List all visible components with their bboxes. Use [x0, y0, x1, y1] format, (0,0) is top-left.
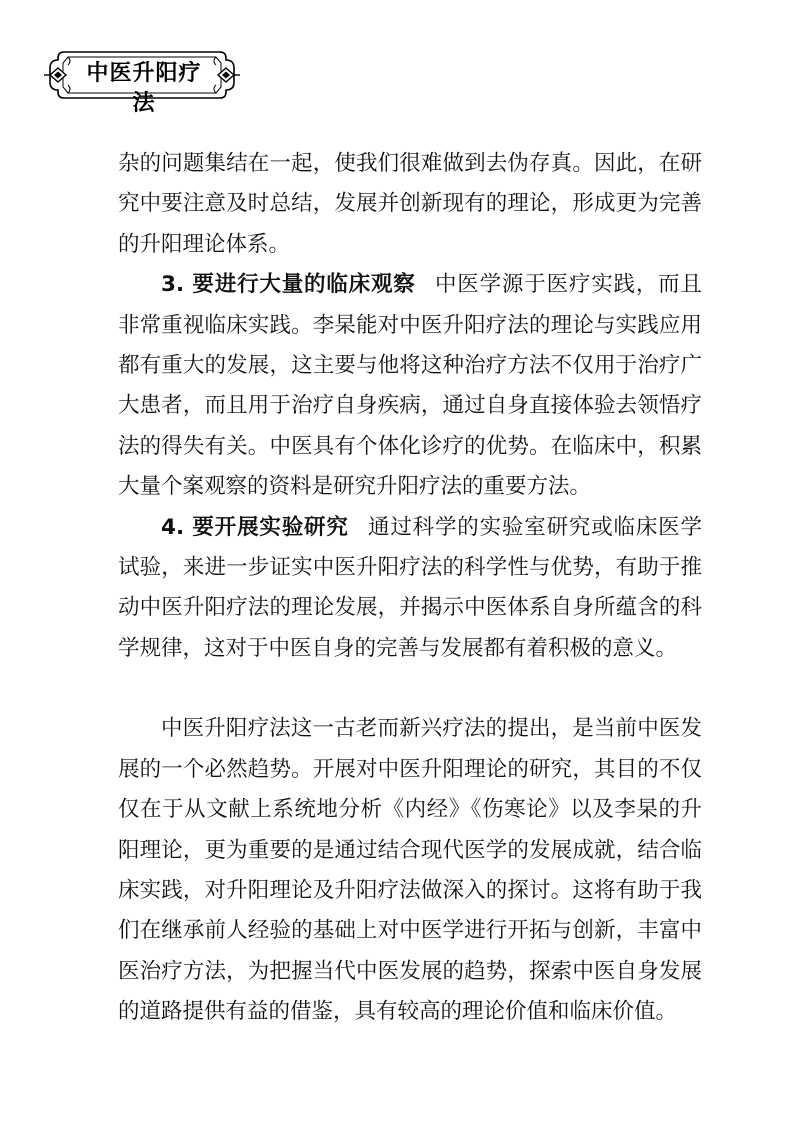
intro-paragraph: 杂的问题集结在一起，使我们很难做到去伪存真。因此，在研究中要注意及时总结，发展并创新现有的理论，形成更为完善的升阳理论体系。: [118, 151, 702, 257]
conclusion-paragraph: 中医升阳疗法这一古老而新兴疗法的提出，是当前中医发展的一个必然趋势。开展对中医升阳理论的研究，其目的不仅仅在于从文献上系统地分析《内经》《伤寒论》以及李杲的升阳理论，更为重要的是通过结合现代医学的发展成就，结合临床实践，对升阳理论及升阳疗法做深入的探讨。这将有助于我们在继承前人经验的基础上对中医学进行开拓与创新，丰富中医治疗方法，为把握当代中医发展的趋势，探索中医自身发展的道路提供有益的借鉴，具有较高的理论价值和临床价值。: [118, 716, 702, 1025]
section-spacer: [118, 669, 702, 709]
point-4-text: 通过科学的实验室研究或临床医学试验，来进一步证实中医升阳疗法的科学性与优势，有助于推动中医升阳疗法的理论发展，并揭示中医体系自身所蕴含的科学规律，这对于中医自身的完善与发展都有着积极的意义。: [118, 514, 702, 661]
point-3-heading: 3. 要进行大量的临床观察: [161, 272, 416, 298]
running-header: [44, 46, 240, 116]
point-3-text: 中医学源于医疗实践，而且非常重视临床实践。李杲能对中医升阳疗法的理论与实践应用都有重大的发展，这主要与他将这种治疗方法不仅用于治疗广大患者，而且用于治疗自身疾病，通过自身直接体验去领悟疗法的得失有关。中医具有个体化诊疗的优势。在临床中，积累大量个案观察的资料是研究升阳疗法的重要方法。: [118, 272, 702, 500]
point-3-paragraph: [118, 265, 702, 507]
point-4-heading: 4. 要开展实验研究: [161, 514, 349, 540]
point-4-paragraph: [118, 508, 702, 670]
page-body: [118, 144, 702, 1033]
book-title: 中医升阳疗法: [86, 61, 202, 116]
